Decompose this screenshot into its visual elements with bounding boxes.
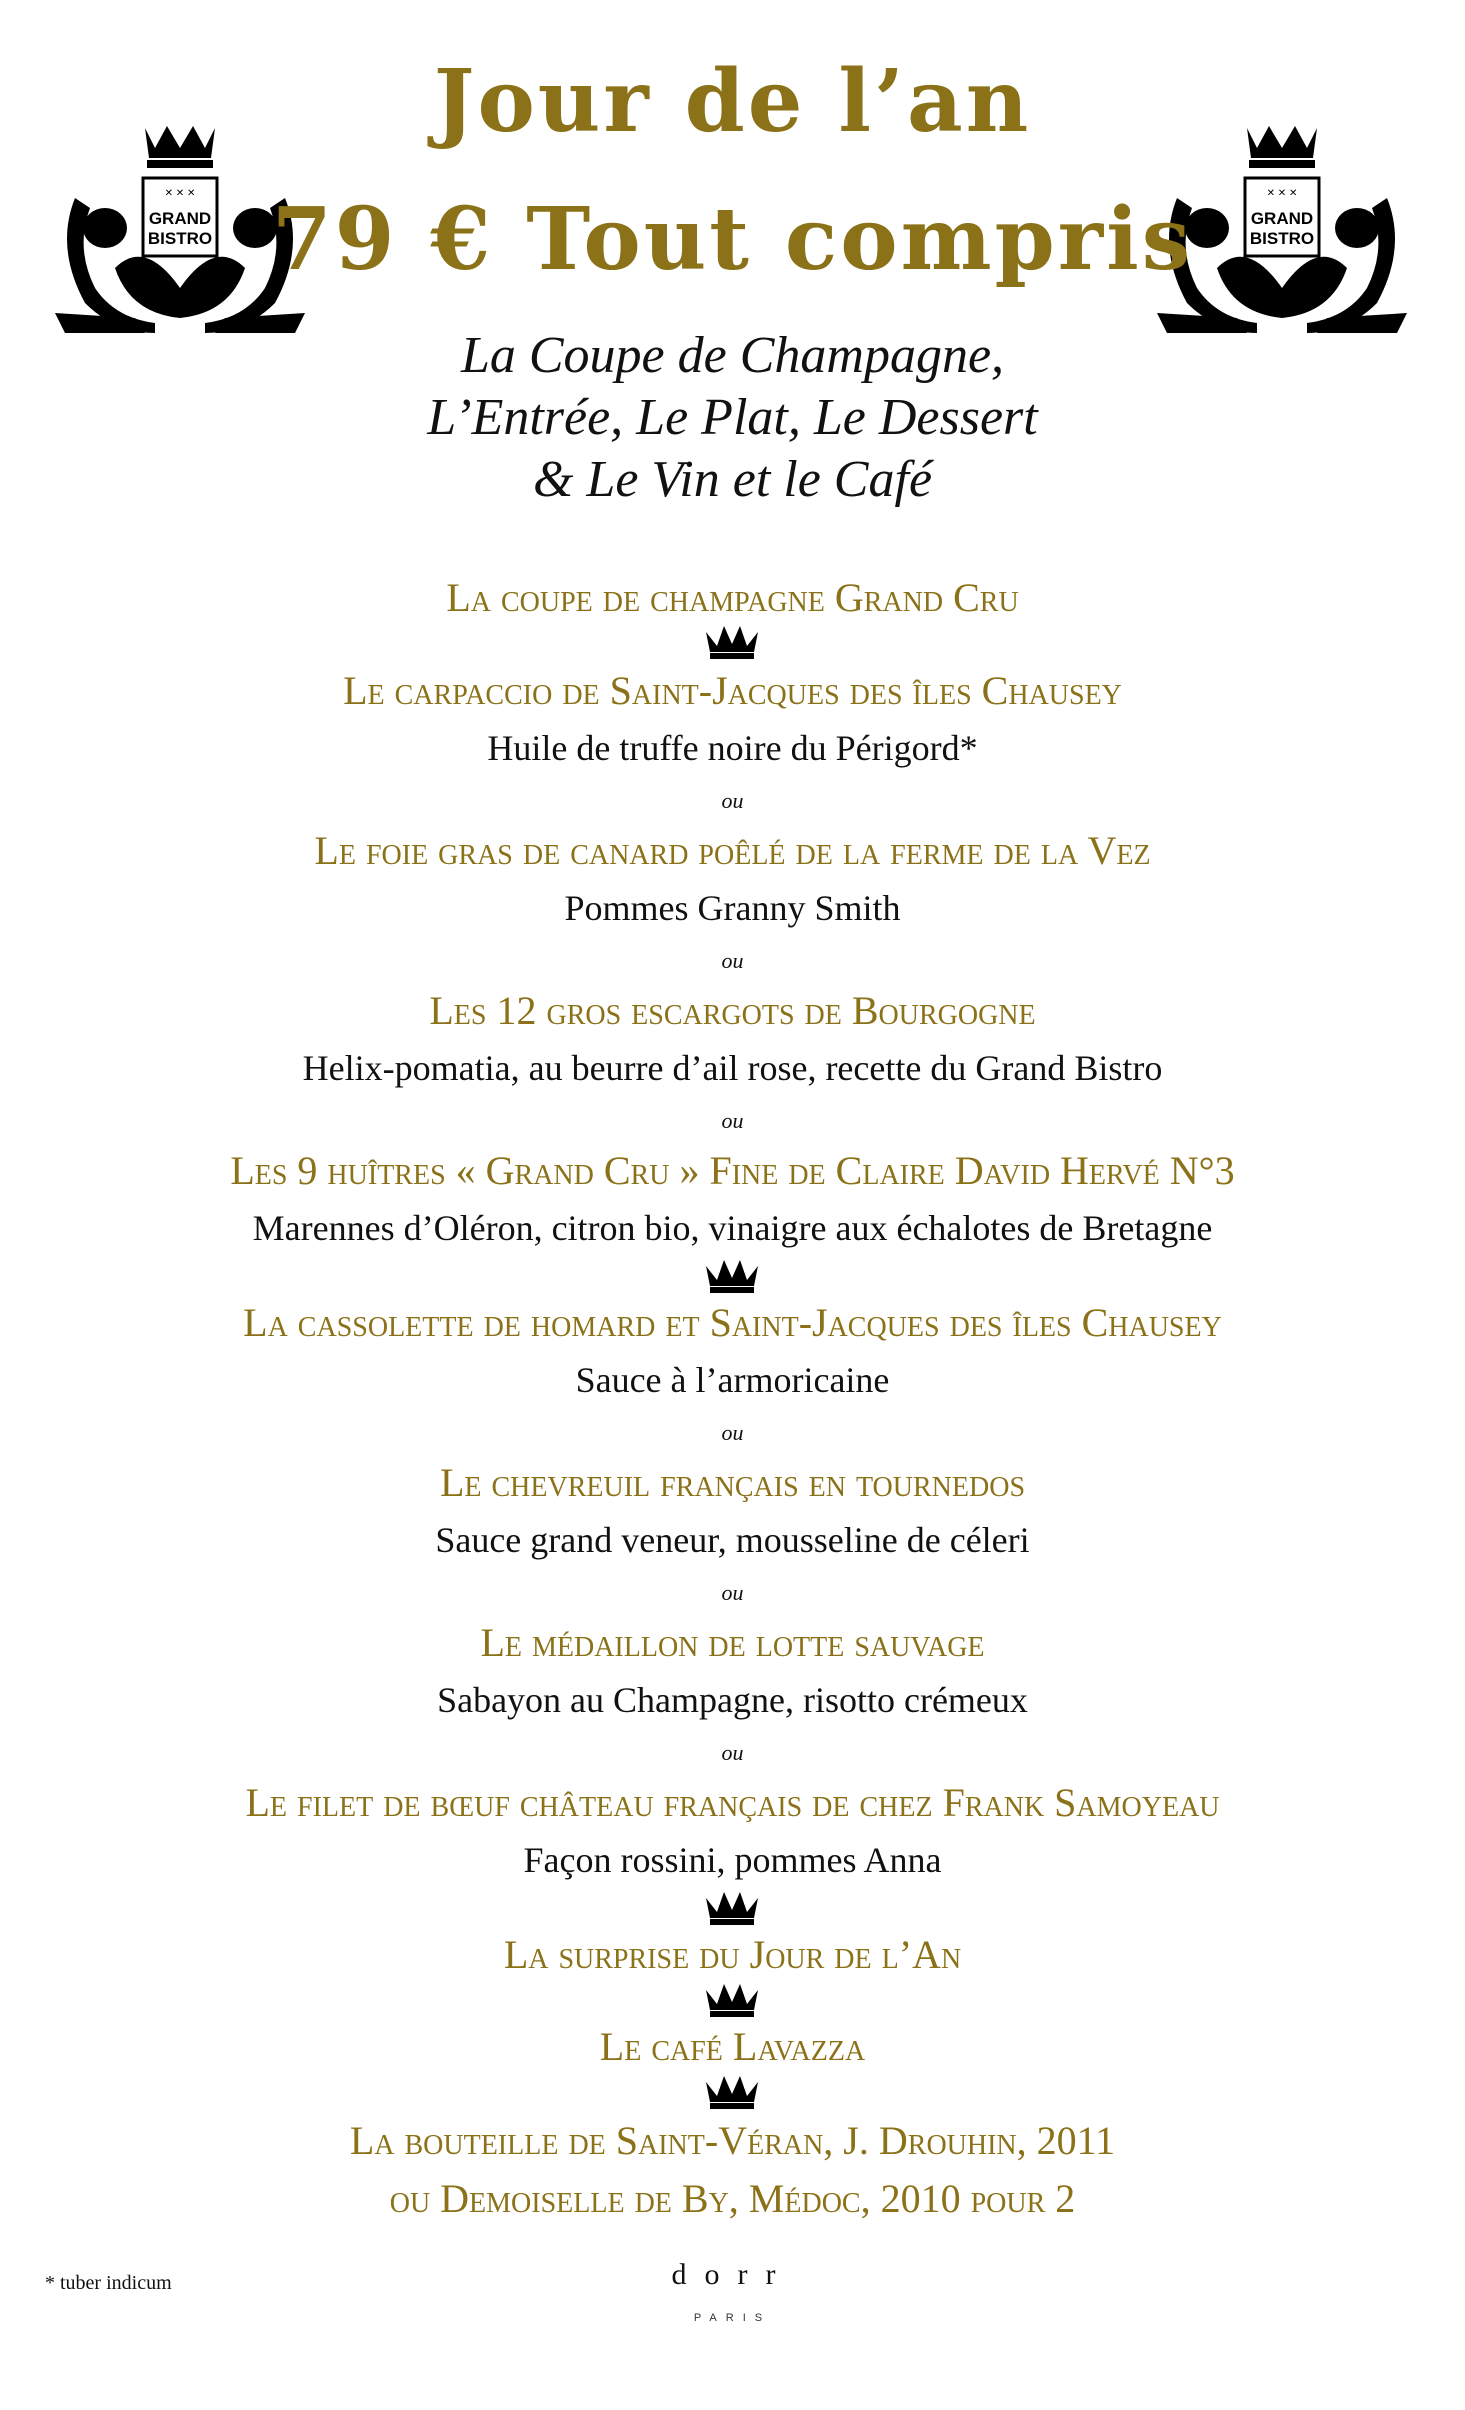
plat-name: Le filet de bœuf château français de chez Frank Samoyeau [245, 1780, 1220, 1825]
crown-divider-icon [702, 1980, 762, 2018]
plat-name: Le médaillon de lotte sauvage [480, 1620, 985, 1665]
entree-name: Les 9 huîtres « Grand Cru » Fine de Claire David Hervé N°3 [230, 1148, 1235, 1193]
crown-divider-icon [702, 2072, 762, 2110]
entree-name: Le carpaccio de Saint-Jacques des îles Chausey [343, 668, 1122, 713]
svg-text:GRAND: GRAND [1250, 209, 1314, 228]
page-title: Jour de l’an [433, 51, 1032, 152]
or-separator: ou [721, 1108, 744, 1133]
or-separator: ou [721, 1740, 744, 1765]
crown-divider-icon [702, 1256, 762, 1294]
crown-divider-icon [702, 622, 762, 660]
subtitle-line: & Le Vin et le Café [532, 451, 933, 508]
plat-name: Le chevreuil français en tournedos [439, 1460, 1026, 1505]
plat-desc: Sauce grand veneur, mousseline de céleri [435, 1520, 1030, 1560]
entree-desc: Pommes Granny Smith [564, 888, 901, 928]
crown-divider-icon [702, 1888, 762, 1926]
subtitle-line: L’Entrée, Le Plat, Le Dessert [427, 389, 1038, 446]
course-aperitif: La coupe de champagne Grand Cru [446, 575, 1019, 620]
plat-desc: Sabayon au Champagne, risotto crémeux [437, 1680, 1028, 1720]
plat-name: La cassolette de homard et Saint-Jacques des îles Chausey [243, 1300, 1222, 1345]
or-separator: ou [721, 1420, 744, 1445]
price-title: 79 € Tout compris [271, 189, 1194, 290]
plat-desc: Sauce à l’armoricaine [575, 1360, 890, 1400]
svg-text:GRAND: GRAND [148, 209, 212, 228]
entree-desc: Helix-pomatia, au beurre d’ail rose, recette du Grand Bistro [302, 1048, 1163, 1088]
or-separator: ou [721, 788, 744, 813]
entree-name: Le foie gras de canard poêlé de la ferme de la Vez [314, 828, 1151, 873]
entree-desc: Marennes d’Oléron, citron bio, vinaigre aux échalotes de Bretagne [252, 1208, 1213, 1248]
wine-line: La bouteille de Saint-Véran, J. Drouhin, 2011 [349, 2118, 1116, 2163]
brand-subtitle: PARIS [693, 2312, 772, 2324]
wine-line: ou Demoiselle de By, Médoc, 2010 pour 2 [389, 2176, 1076, 2221]
svg-text:BISTRO: BISTRO [1249, 229, 1315, 248]
svg-text:✕ ✕ ✕: ✕ ✕ ✕ [164, 188, 196, 199]
entree-desc: Huile de truffe noire du Périgord* [487, 728, 978, 768]
svg-text:✕ ✕ ✕: ✕ ✕ ✕ [1266, 188, 1298, 199]
footnote: * tuber indicum [45, 2272, 172, 2294]
course-cafe: Le café Lavazza [599, 2024, 866, 2069]
brand-logo: dorr [671, 2258, 794, 2291]
plat-desc: Façon rossini, pommes Anna [523, 1840, 942, 1880]
svg-text:BISTRO: BISTRO [147, 229, 213, 248]
or-separator: ou [721, 948, 744, 973]
subtitle-line: La Coupe de Champagne, [460, 327, 1005, 384]
entree-name: Les 12 gros escargots de Bourgogne [429, 988, 1036, 1033]
or-separator: ou [721, 1580, 744, 1605]
course-dessert: La surprise du Jour de l’An [503, 1932, 962, 1977]
